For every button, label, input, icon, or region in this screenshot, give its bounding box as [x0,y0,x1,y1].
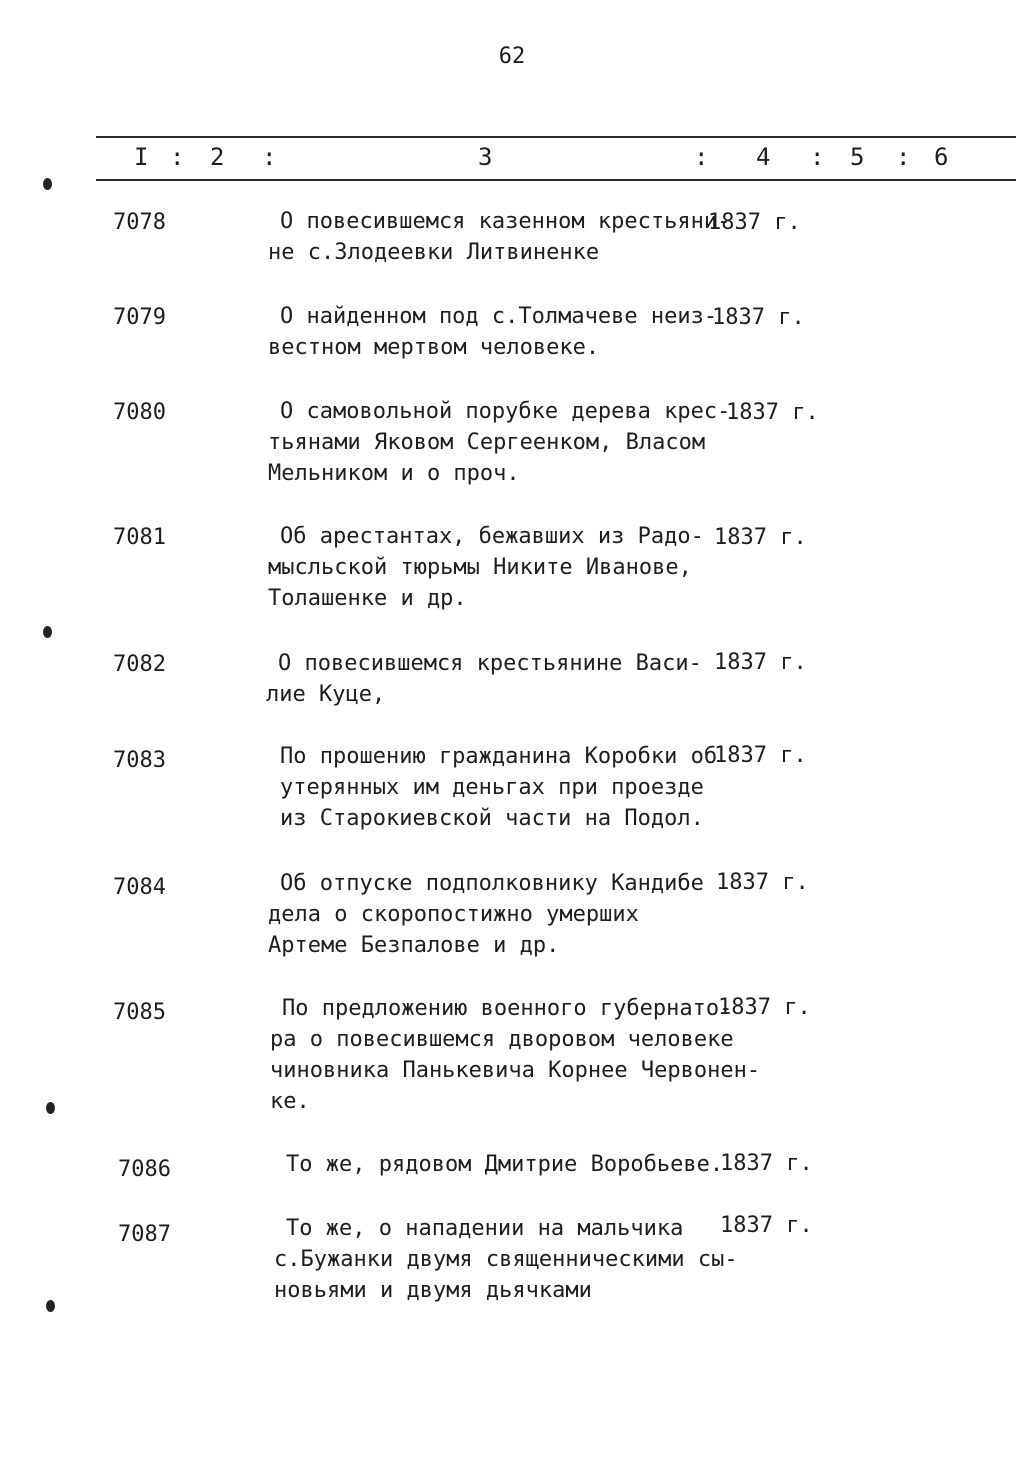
entry-number: 7079 [113,305,166,330]
entry-description [268,301,717,363]
description-line: О повесившемся крестьянине Васи- [278,651,702,676]
column-header-4: 4 [756,143,771,171]
entry-description [268,396,730,489]
entry-year: 1837 г. [720,1213,813,1238]
table-rule-bottom [96,179,1016,181]
entry-number: 7087 [118,1222,171,1247]
entry-number: 7080 [113,400,166,425]
description-line: новьями и двумя дьячками [274,1278,592,1303]
entry-year: 1837 г. [716,870,809,895]
description-line: дела о скоропостижно умерших [268,902,639,927]
entry-year: 1837 г. [726,400,819,425]
description-line: О самовольной порубке дерева крес- [280,399,731,424]
description-line: чиновника Панькевича Корнее Червонен- [270,1058,761,1083]
column-separator: : [810,143,825,171]
description-line: утерянных им деньгах при проезде [280,775,704,800]
column-separator: : [262,143,277,171]
description-line: Толашенке и др. [268,586,467,611]
entry-number: 7086 [118,1157,171,1182]
description-line: вестном мертвом человеке. [268,335,600,360]
entry-year: 1837 г. [714,525,807,550]
description-line: По предложению военного губернато- [282,996,733,1021]
column-separator: : [896,143,911,171]
description-line: Об отпуске подполковнику Кандибе [280,871,704,896]
binding-hole-mark [46,1102,55,1114]
description-line: Об арестантах, бежавших из Радо- [280,524,704,549]
entry-year: 1837 г. [712,305,805,330]
column-separator: : [170,143,185,171]
entry-number: 7085 [113,1000,166,1025]
description-line: лие Куце, [266,682,386,707]
column-header-5: 5 [850,143,865,171]
entry-description [268,206,730,268]
table-rule-top [96,136,1016,138]
description-line: Мельником и о проч. [268,461,520,486]
column-header-6: 6 [934,143,949,171]
entry-number: 7082 [113,652,166,677]
entry-description [270,993,760,1117]
entry-year: 1837 г. [718,995,811,1020]
entry-year: 1837 г. [714,743,807,768]
description-line: тьянами Яковом Сергеенком, Власом [268,430,706,455]
entry-year: 1837 г. [708,210,801,235]
description-line: То же, о нападении на мальчика [286,1216,684,1241]
description-line: О повесившемся казенном крестьяни- [280,209,731,234]
entry-description [274,1213,738,1306]
entry-year: 1837 г. [714,650,807,675]
entry-description [268,868,704,961]
column-separator: : [694,143,709,171]
description-line: По прошению гражданина Коробки об [280,744,718,769]
description-line: Артеме Безпалове и др. [268,933,560,958]
entry-number: 7083 [113,748,166,773]
description-line: не с.Злодеевки Литвиненке [268,240,600,265]
description-line: с.Бужанки двумя священническими сы- [274,1247,738,1272]
entry-description [266,648,702,710]
entry-description [280,741,717,834]
page-number: 62 [498,44,526,69]
description-line: О найденном под с.Толмачеве неиз- [280,304,718,329]
description-line: То же, рядовом Дмитрие Воробьеве. [286,1152,724,1177]
column-header-2: 2 [210,143,225,171]
description-line: ке. [270,1089,310,1114]
entry-number: 7081 [113,525,166,550]
entry-number: 7084 [113,875,166,900]
description-line: ра о повесившемся дворовом человеке [270,1027,734,1052]
entry-description [286,1149,723,1180]
column-header-3: 3 [478,143,493,171]
column-header-1: I [134,143,149,171]
binding-hole-mark [46,1300,55,1312]
binding-hole-mark [43,178,52,190]
description-line: мысльской тюрьмы Никите Иванове, [268,555,692,580]
binding-hole-mark [43,626,52,638]
entry-description [268,521,704,614]
description-line: из Старокиевской части на Подол. [280,806,704,831]
entry-year: 1837 г. [720,1151,813,1176]
entry-number: 7078 [113,210,166,235]
